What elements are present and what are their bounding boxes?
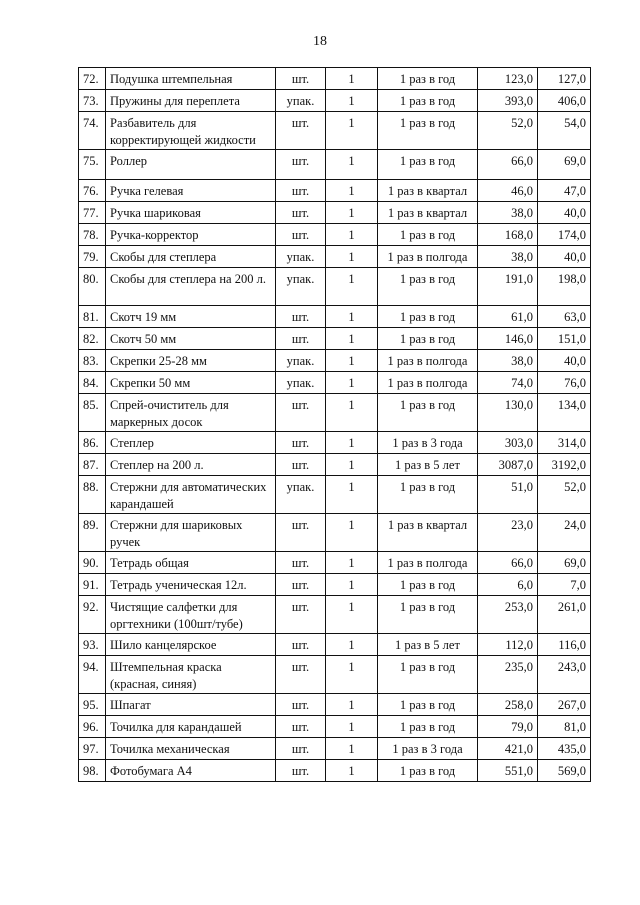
cell-unit: шт. bbox=[276, 552, 326, 574]
cell-name: Степлер на 200 л. bbox=[106, 454, 276, 476]
supplies-table bbox=[78, 67, 591, 782]
cell-qty: 1 bbox=[326, 328, 378, 350]
cell-price1: 74,0 bbox=[478, 372, 538, 394]
cell-name: Скрепки 50 мм bbox=[106, 372, 276, 394]
cell-qty: 1 bbox=[326, 514, 378, 552]
cell-name: Скобы для степлера на 200 л. bbox=[106, 268, 276, 306]
table-row bbox=[79, 596, 591, 634]
cell-unit: шт. bbox=[276, 760, 326, 782]
cell-price1: 130,0 bbox=[478, 394, 538, 432]
cell-freq: 1 раз в квартал bbox=[378, 514, 478, 552]
cell-qty: 1 bbox=[326, 454, 378, 476]
cell-price2: 569,0 bbox=[538, 760, 591, 782]
cell-price1: 38,0 bbox=[478, 246, 538, 268]
cell-freq: 1 раз в год bbox=[378, 716, 478, 738]
cell-price1: 66,0 bbox=[478, 150, 538, 180]
cell-num: 87. bbox=[79, 454, 106, 476]
cell-num: 77. bbox=[79, 202, 106, 224]
cell-num: 74. bbox=[79, 112, 106, 150]
cell-num: 89. bbox=[79, 514, 106, 552]
cell-name: Скобы для степлера bbox=[106, 246, 276, 268]
cell-qty: 1 bbox=[326, 150, 378, 180]
cell-freq: 1 раз в полгода bbox=[378, 246, 478, 268]
table-row bbox=[79, 180, 591, 202]
cell-price2: 40,0 bbox=[538, 246, 591, 268]
cell-name: Фотобумага А4 bbox=[106, 760, 276, 782]
cell-num: 84. bbox=[79, 372, 106, 394]
cell-num: 83. bbox=[79, 350, 106, 372]
cell-freq: 1 раз в год bbox=[378, 224, 478, 246]
cell-name: Шпагат bbox=[106, 694, 276, 716]
cell-unit: шт. bbox=[276, 656, 326, 694]
table-row bbox=[79, 150, 591, 180]
cell-unit: шт. bbox=[276, 394, 326, 432]
cell-price1: 112,0 bbox=[478, 634, 538, 656]
cell-unit: шт. bbox=[276, 454, 326, 476]
table-row bbox=[79, 634, 591, 656]
cell-price2: 267,0 bbox=[538, 694, 591, 716]
cell-freq: 1 раз в год bbox=[378, 394, 478, 432]
cell-unit: упак. bbox=[276, 90, 326, 112]
cell-price2: 3192,0 bbox=[538, 454, 591, 476]
cell-price1: 421,0 bbox=[478, 738, 538, 760]
cell-num: 81. bbox=[79, 306, 106, 328]
table-row bbox=[79, 246, 591, 268]
cell-num: 79. bbox=[79, 246, 106, 268]
page-number: 18 bbox=[313, 34, 327, 49]
cell-price1: 3087,0 bbox=[478, 454, 538, 476]
cell-unit: шт. bbox=[276, 716, 326, 738]
cell-price1: 168,0 bbox=[478, 224, 538, 246]
cell-price1: 79,0 bbox=[478, 716, 538, 738]
cell-qty: 1 bbox=[326, 224, 378, 246]
table-row bbox=[79, 224, 591, 246]
table-row bbox=[79, 68, 591, 90]
cell-price2: 7,0 bbox=[538, 574, 591, 596]
cell-price2: 52,0 bbox=[538, 476, 591, 514]
cell-price1: 46,0 bbox=[478, 180, 538, 202]
cell-unit: шт. bbox=[276, 306, 326, 328]
cell-unit: шт. bbox=[276, 514, 326, 552]
cell-qty: 1 bbox=[326, 634, 378, 656]
cell-freq: 1 раз в квартал bbox=[378, 180, 478, 202]
cell-freq: 1 раз в полгода bbox=[378, 350, 478, 372]
cell-unit: упак. bbox=[276, 246, 326, 268]
cell-qty: 1 bbox=[326, 476, 378, 514]
cell-freq: 1 раз в полгода bbox=[378, 372, 478, 394]
cell-name: Стержни для шариковых ручек bbox=[106, 514, 276, 552]
cell-unit: шт. bbox=[276, 328, 326, 350]
cell-name: Тетрадь ученическая 12л. bbox=[106, 574, 276, 596]
cell-qty: 1 bbox=[326, 738, 378, 760]
cell-unit: шт. bbox=[276, 738, 326, 760]
cell-qty: 1 bbox=[326, 90, 378, 112]
cell-price2: 198,0 bbox=[538, 268, 591, 306]
cell-freq: 1 раз в год bbox=[378, 328, 478, 350]
table-row bbox=[79, 90, 591, 112]
cell-name: Скрепки 25-28 мм bbox=[106, 350, 276, 372]
cell-price2: 54,0 bbox=[538, 112, 591, 150]
cell-num: 82. bbox=[79, 328, 106, 350]
table-row bbox=[79, 202, 591, 224]
cell-price2: 24,0 bbox=[538, 514, 591, 552]
cell-freq: 1 раз в год bbox=[378, 90, 478, 112]
cell-freq: 1 раз в 3 года bbox=[378, 432, 478, 454]
cell-qty: 1 bbox=[326, 202, 378, 224]
cell-name: Стержни для автоматических карандашей bbox=[106, 476, 276, 514]
cell-unit: упак. bbox=[276, 476, 326, 514]
cell-price1: 51,0 bbox=[478, 476, 538, 514]
cell-price2: 40,0 bbox=[538, 350, 591, 372]
cell-qty: 1 bbox=[326, 68, 378, 90]
cell-num: 98. bbox=[79, 760, 106, 782]
cell-num: 73. bbox=[79, 90, 106, 112]
cell-name: Точилка для карандашей bbox=[106, 716, 276, 738]
table-row bbox=[79, 738, 591, 760]
cell-freq: 1 раз в год bbox=[378, 656, 478, 694]
cell-num: 72. bbox=[79, 68, 106, 90]
cell-name: Ручка гелевая bbox=[106, 180, 276, 202]
cell-num: 93. bbox=[79, 634, 106, 656]
cell-qty: 1 bbox=[326, 350, 378, 372]
cell-freq: 1 раз в год bbox=[378, 694, 478, 716]
cell-freq: 1 раз в год bbox=[378, 150, 478, 180]
cell-freq: 1 раз в полгода bbox=[378, 552, 478, 574]
table-row bbox=[79, 432, 591, 454]
cell-name: Роллер bbox=[106, 150, 276, 180]
table-row bbox=[79, 760, 591, 782]
cell-price2: 314,0 bbox=[538, 432, 591, 454]
cell-qty: 1 bbox=[326, 552, 378, 574]
cell-name: Штемпельная краска (красная, синяя) bbox=[106, 656, 276, 694]
cell-name: Подушка штемпельная bbox=[106, 68, 276, 90]
cell-unit: шт. bbox=[276, 596, 326, 634]
cell-name: Ручка шариковая bbox=[106, 202, 276, 224]
cell-price2: 69,0 bbox=[538, 150, 591, 180]
cell-qty: 1 bbox=[326, 246, 378, 268]
cell-qty: 1 bbox=[326, 694, 378, 716]
cell-num: 75. bbox=[79, 150, 106, 180]
table-row bbox=[79, 656, 591, 694]
cell-unit: шт. bbox=[276, 432, 326, 454]
cell-freq: 1 раз в год bbox=[378, 112, 478, 150]
cell-price2: 261,0 bbox=[538, 596, 591, 634]
cell-price2: 81,0 bbox=[538, 716, 591, 738]
cell-qty: 1 bbox=[326, 112, 378, 150]
cell-price2: 76,0 bbox=[538, 372, 591, 394]
cell-num: 85. bbox=[79, 394, 106, 432]
cell-unit: шт. bbox=[276, 694, 326, 716]
cell-price1: 303,0 bbox=[478, 432, 538, 454]
cell-name: Степлер bbox=[106, 432, 276, 454]
cell-freq: 1 раз в год bbox=[378, 596, 478, 634]
cell-num: 96. bbox=[79, 716, 106, 738]
table-row bbox=[79, 350, 591, 372]
cell-freq: 1 раз в 5 лет bbox=[378, 634, 478, 656]
cell-name: Ручка-корректор bbox=[106, 224, 276, 246]
cell-num: 80. bbox=[79, 268, 106, 306]
cell-price1: 253,0 bbox=[478, 596, 538, 634]
cell-name: Спрей-очиститель для маркерных досок bbox=[106, 394, 276, 432]
cell-num: 88. bbox=[79, 476, 106, 514]
cell-qty: 1 bbox=[326, 716, 378, 738]
cell-freq: 1 раз в год bbox=[378, 476, 478, 514]
cell-name: Шило канцелярское bbox=[106, 634, 276, 656]
cell-qty: 1 bbox=[326, 372, 378, 394]
table-row bbox=[79, 694, 591, 716]
cell-price2: 134,0 bbox=[538, 394, 591, 432]
table-row bbox=[79, 112, 591, 150]
cell-price2: 116,0 bbox=[538, 634, 591, 656]
cell-unit: шт. bbox=[276, 574, 326, 596]
cell-num: 95. bbox=[79, 694, 106, 716]
table-row bbox=[79, 328, 591, 350]
cell-num: 92. bbox=[79, 596, 106, 634]
cell-name: Тетрадь общая bbox=[106, 552, 276, 574]
cell-qty: 1 bbox=[326, 306, 378, 328]
cell-freq: 1 раз в 5 лет bbox=[378, 454, 478, 476]
cell-unit: шт. bbox=[276, 112, 326, 150]
cell-price1: 123,0 bbox=[478, 68, 538, 90]
cell-num: 94. bbox=[79, 656, 106, 694]
cell-price1: 235,0 bbox=[478, 656, 538, 694]
cell-unit: упак. bbox=[276, 350, 326, 372]
cell-price1: 38,0 bbox=[478, 350, 538, 372]
cell-qty: 1 bbox=[326, 394, 378, 432]
table-row bbox=[79, 306, 591, 328]
cell-name: Скотч 50 мм bbox=[106, 328, 276, 350]
cell-unit: шт. bbox=[276, 202, 326, 224]
cell-num: 91. bbox=[79, 574, 106, 596]
cell-num: 78. bbox=[79, 224, 106, 246]
cell-price2: 127,0 bbox=[538, 68, 591, 90]
cell-freq: 1 раз в год bbox=[378, 68, 478, 90]
cell-unit: шт. bbox=[276, 150, 326, 180]
cell-num: 97. bbox=[79, 738, 106, 760]
cell-freq: 1 раз в год bbox=[378, 574, 478, 596]
cell-name: Пружины для переплета bbox=[106, 90, 276, 112]
cell-freq: 1 раз в квартал bbox=[378, 202, 478, 224]
cell-price1: 61,0 bbox=[478, 306, 538, 328]
cell-name: Разбавитель для корректирующей жидкости bbox=[106, 112, 276, 150]
table-row bbox=[79, 514, 591, 552]
cell-freq: 1 раз в 3 года bbox=[378, 738, 478, 760]
cell-price2: 40,0 bbox=[538, 202, 591, 224]
cell-unit: упак. bbox=[276, 372, 326, 394]
table-row bbox=[79, 476, 591, 514]
cell-price1: 258,0 bbox=[478, 694, 538, 716]
cell-price1: 191,0 bbox=[478, 268, 538, 306]
cell-price2: 406,0 bbox=[538, 90, 591, 112]
cell-qty: 1 bbox=[326, 432, 378, 454]
cell-price1: 23,0 bbox=[478, 514, 538, 552]
table-row bbox=[79, 552, 591, 574]
cell-price1: 38,0 bbox=[478, 202, 538, 224]
cell-freq: 1 раз в год bbox=[378, 268, 478, 306]
cell-num: 76. bbox=[79, 180, 106, 202]
cell-qty: 1 bbox=[326, 180, 378, 202]
cell-name: Точилка механическая bbox=[106, 738, 276, 760]
cell-name: Скотч 19 мм bbox=[106, 306, 276, 328]
cell-price1: 52,0 bbox=[478, 112, 538, 150]
cell-unit: шт. bbox=[276, 634, 326, 656]
cell-price2: 47,0 bbox=[538, 180, 591, 202]
cell-price2: 435,0 bbox=[538, 738, 591, 760]
cell-unit: упак. bbox=[276, 268, 326, 306]
cell-price2: 243,0 bbox=[538, 656, 591, 694]
cell-unit: шт. bbox=[276, 68, 326, 90]
table-row bbox=[79, 268, 591, 306]
cell-price2: 174,0 bbox=[538, 224, 591, 246]
cell-qty: 1 bbox=[326, 656, 378, 694]
cell-price1: 6,0 bbox=[478, 574, 538, 596]
cell-freq: 1 раз в год bbox=[378, 760, 478, 782]
cell-num: 86. bbox=[79, 432, 106, 454]
cell-unit: шт. bbox=[276, 180, 326, 202]
cell-num: 90. bbox=[79, 552, 106, 574]
cell-qty: 1 bbox=[326, 574, 378, 596]
table-row bbox=[79, 574, 591, 596]
cell-freq: 1 раз в год bbox=[378, 306, 478, 328]
cell-price1: 551,0 bbox=[478, 760, 538, 782]
cell-price2: 63,0 bbox=[538, 306, 591, 328]
table-row bbox=[79, 372, 591, 394]
table-row bbox=[79, 454, 591, 476]
cell-qty: 1 bbox=[326, 268, 378, 306]
cell-qty: 1 bbox=[326, 760, 378, 782]
cell-qty: 1 bbox=[326, 596, 378, 634]
cell-price2: 151,0 bbox=[538, 328, 591, 350]
cell-price1: 146,0 bbox=[478, 328, 538, 350]
cell-price1: 393,0 bbox=[478, 90, 538, 112]
cell-name: Чистящие салфетки для оргтехники (100шт/тубе) bbox=[106, 596, 276, 634]
table-row bbox=[79, 716, 591, 738]
cell-price1: 66,0 bbox=[478, 552, 538, 574]
table-row bbox=[79, 394, 591, 432]
cell-unit: шт. bbox=[276, 224, 326, 246]
table-body bbox=[79, 68, 591, 782]
cell-price2: 69,0 bbox=[538, 552, 591, 574]
